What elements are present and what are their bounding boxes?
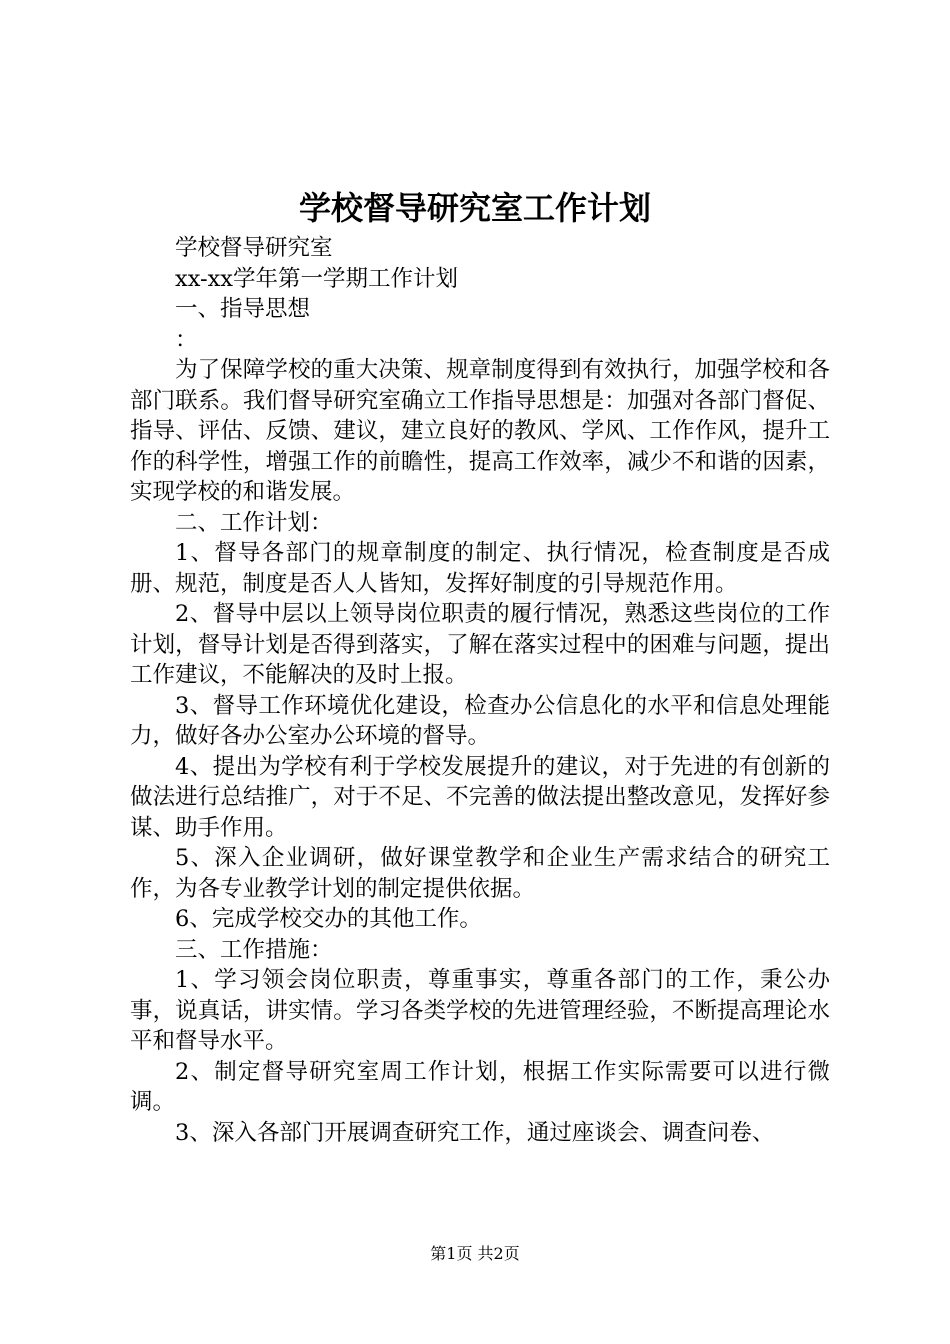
- paragraph: 2、制定督导研究室周工作计划，根据工作实际需要可以进行微调。: [130, 1058, 830, 1115]
- paragraph: xx-xx学年第一学期工作计划: [175, 265, 458, 292]
- section-heading: 三、工作措施：: [175, 936, 333, 963]
- section-heading: 二、工作计划：: [175, 509, 333, 536]
- paragraph: 3、督导工作环境优化建设，检查办公信息化的水平和信息处理能力，做好各办公室办公环境的督导。: [130, 692, 830, 749]
- paragraph: 1、督导各部门的规章制度的制定、执行情况，检查制度是否成册、规范，制度是否人人皆知，发挥好制度的引导规范作用。: [130, 540, 830, 597]
- paragraph: 2、督导中层以上领导岗位职责的履行情况，熟悉这些岗位的工作计划，督导计划是否得到落实，了解在落实过程中的困难与问题，提出工作建议，不能解决的及时上报。: [130, 601, 830, 688]
- section-heading: 一、指导思想: [175, 296, 311, 322]
- paragraph: ：: [175, 326, 198, 353]
- paragraph: 6、完成学校交办的其他工作。: [175, 906, 482, 932]
- paragraph: 学校督导研究室: [175, 235, 333, 261]
- paragraph: 3、深入各部门开展调查研究工作，通过座谈会、调查问卷、: [175, 1119, 775, 1146]
- document-body: [130, 233, 830, 1148]
- document-title: 学校督导研究室工作计划: [298, 189, 651, 227]
- paragraph: 为了保障学校的重大决策、规章制度得到有效执行，加强学校和各部门联系。我们督导研究室确立工作指导思想是：加强对各部门督促、指导、评估、反馈、建议，建立良好的教风、学风、工作作风，提升工作的科学性，增强工作的前瞻性，提高工作效率，减少不和谐的因素，实现学校的和谐发展。: [130, 357, 830, 505]
- paragraph: 4、提出为学校有利于学校发展提升的建议，对于先进的有创新的做法进行总结推广，对于不足、不完善的做法提出整改意见，发挥好参谋、助手作用。: [130, 753, 830, 841]
- paragraph: 1、学习领会岗位职责，尊重事实，尊重各部门的工作，秉公办事，说真话，讲实情。学习各类学校的先进管理经验，不断提高理论水平和督导水平。: [130, 967, 830, 1054]
- paragraph: 5、深入企业调研，做好课堂教学和企业生产需求结合的研究工作，为各专业教学计划的制定提供依据。: [130, 845, 830, 902]
- page-footer: 第1页 共2页: [430, 1244, 520, 1263]
